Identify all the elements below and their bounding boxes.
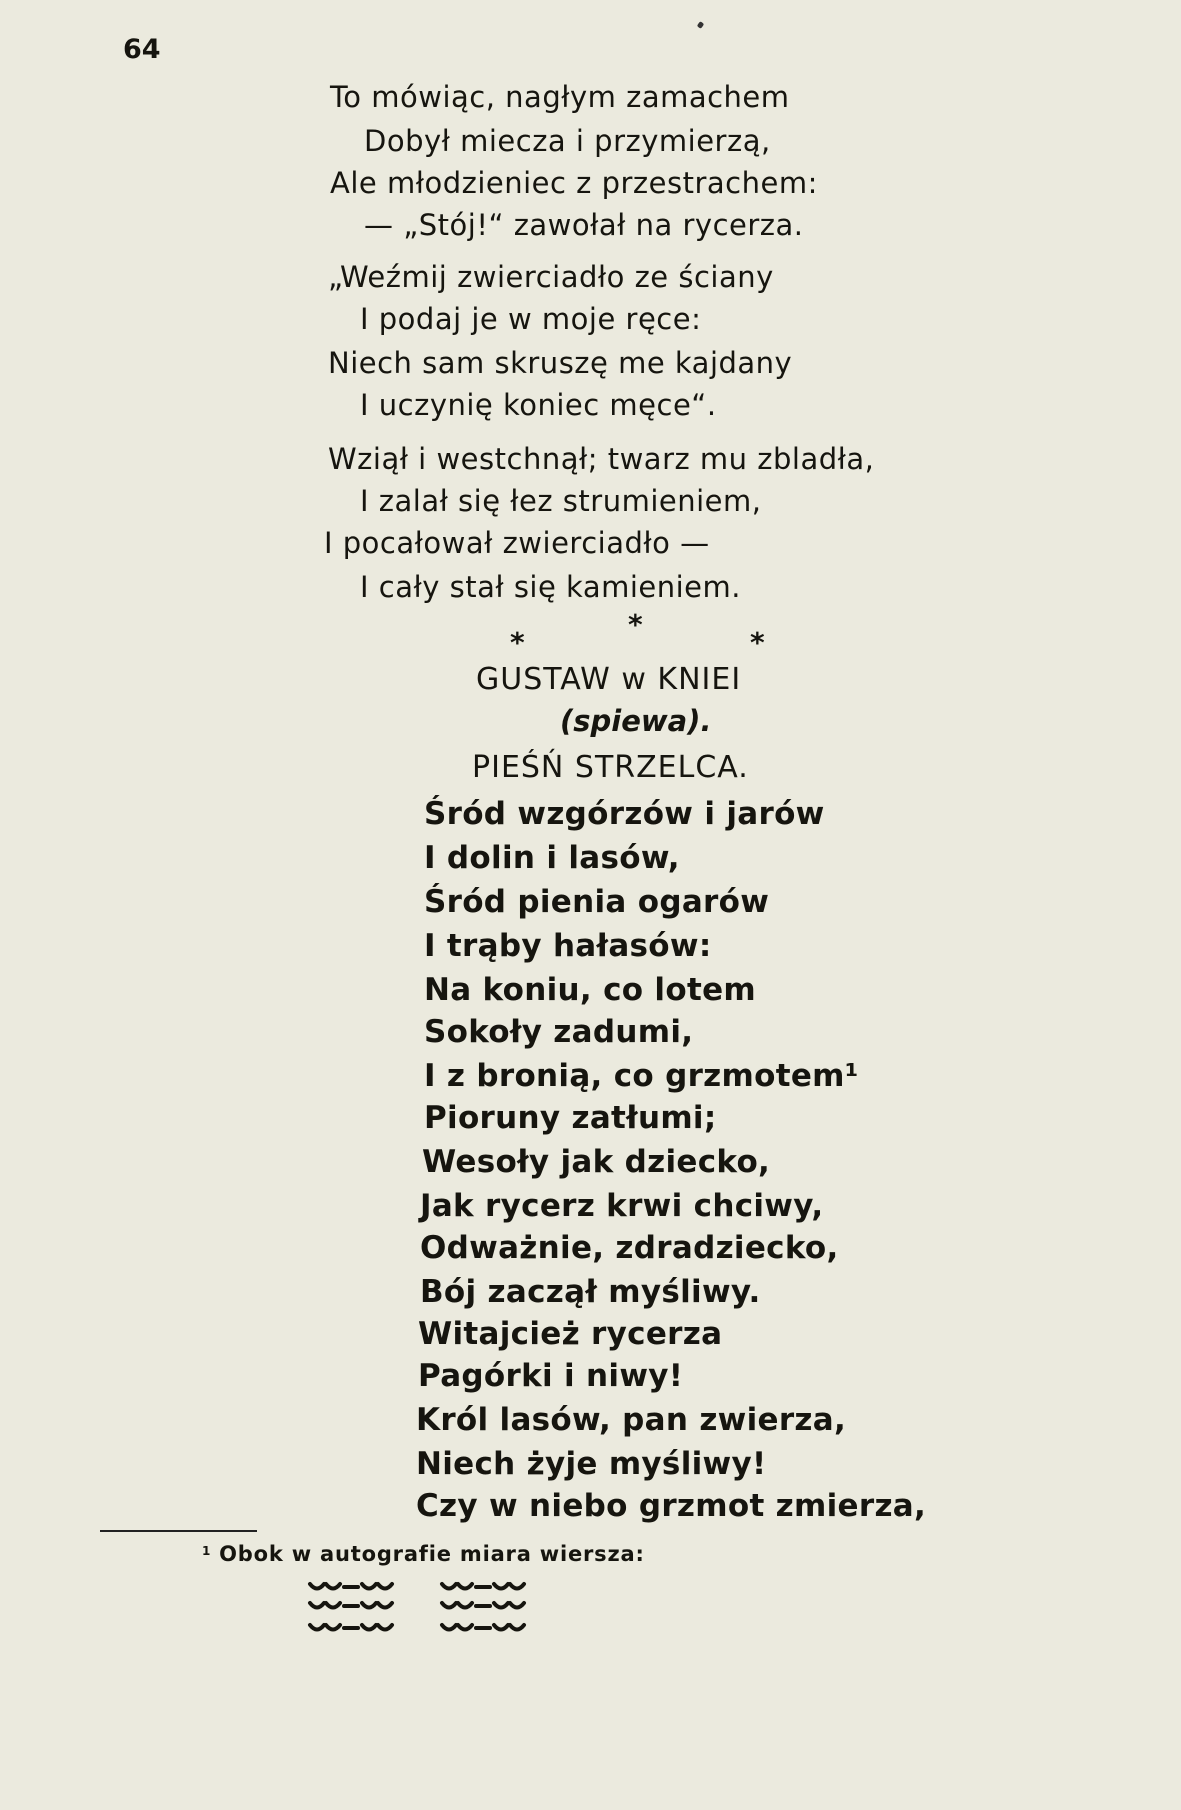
verse-line: Ale młodzieniec z przestrachem: [330,166,818,200]
section-subtitle: (spiewa). [560,704,712,738]
verse-line: To mówiąc, nagłym zamachem [330,80,790,114]
meter-row-2 [310,1603,524,1608]
song-title: PIEŚŃ STRZELCA. [472,750,749,785]
footnote [202,1542,645,1566]
song-line: I z bronią, co grzmotem¹ [424,1058,859,1094]
meter-diagram [306,1578,546,1644]
meter-row-1 [310,1584,524,1589]
song-line: Wesoły jak dziecko, [422,1144,771,1180]
verse-line: Niech sam skruszę me kajdany [328,346,793,380]
section-heading: GUSTAW w KNIEI [476,662,742,697]
song-line: I dolin i lasów, [424,840,680,876]
page-number: 64 [123,34,161,65]
separator-star: * [750,626,765,659]
song-line: Na koniu, co lotem [424,972,757,1008]
song-line: Śród wzgórzów i jarów [424,796,825,832]
verse-line: Dobył miecza i przymierzą, [364,124,771,158]
separator-star: * [628,608,643,641]
song-line: Jak rycerz krwi chciwy, [420,1188,824,1224]
song-line: Witajcież rycerza [418,1316,723,1352]
song-line: Pagórki i niwy! [418,1358,684,1394]
meter-row-3 [310,1625,524,1630]
song-line: Śród pienia ogarów [424,884,770,920]
verse-line: Wziął i westchnął; twarz mu zbladła, [328,442,875,476]
verse-line: — „Stój!“ zawołał na rycerza. [364,208,804,242]
footnote-marker: 1 [202,1544,212,1558]
verse-line: I cały stał się kamieniem. [360,570,741,604]
verse-line: I pocałował zwierciadło — [324,526,710,560]
song-line: Sokoły zadumi, [424,1014,694,1050]
footnote-rule [100,1530,257,1532]
song-line: Czy w niebo grzmot zmierza, [416,1488,927,1524]
separator-star: * [510,626,525,659]
verse-line: I podaj je w moje ręce: [360,302,702,336]
ink-speck [697,21,705,29]
song-line: Pioruny zatłumi; [424,1100,717,1136]
footnote-text: Obok w autografie miara wiersza: [219,1542,645,1566]
song-line: Niech żyje myśliwy! [416,1446,767,1482]
song-line: Król lasów, pan zwierza, [416,1402,847,1438]
verse-line: „Weźmij zwierciadło ze ściany [328,260,774,294]
verse-line: I zalał się łez strumieniem, [360,484,762,518]
song-line: I trąby hałasów: [424,928,712,964]
song-line: Bój zaczął myśliwy. [420,1274,761,1310]
song-line: Odważnie, zdradziecko, [420,1230,839,1266]
verse-line: I uczynię koniec męce“. [360,388,717,422]
